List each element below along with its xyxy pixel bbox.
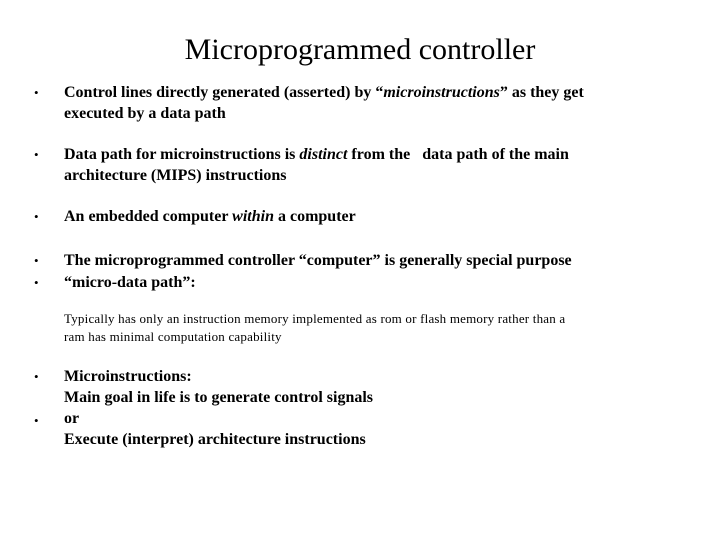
note-line: ram has minimal computation capability <box>64 329 282 344</box>
bullet-item-micro-data-path: “micro‑data path”: <box>64 274 196 291</box>
bullet-item-special-purpose: The microprogrammed controller “computer” is generally special purpose <box>64 252 572 269</box>
item-text: An embedded computer <box>64 208 233 225</box>
bullet-marker: • <box>34 147 39 162</box>
item-emphasis: microinstructions <box>383 84 500 101</box>
bullet-item-control-lines <box>64 82 684 124</box>
item-text: Execute (interpret) architecture instructions <box>64 431 366 448</box>
note-line: Typically has only an instruction memory implemented as rom or flash memory rather than a <box>64 311 566 326</box>
bullet-item-embedded-computer <box>64 206 684 227</box>
item-text: Microinstructions: <box>64 368 192 385</box>
item-emphasis: distinct <box>299 146 348 163</box>
item-text: executed by a data path <box>64 105 226 122</box>
item-text: Control lines directly generated (asserted) by “ <box>64 84 384 101</box>
bullet-marker: • <box>34 369 39 384</box>
note-paragraph <box>64 310 704 346</box>
item-text: or <box>64 410 80 427</box>
item-emphasis: within <box>232 208 274 225</box>
bullet-marker: • <box>34 413 39 428</box>
bullet-marker: • <box>34 209 39 224</box>
bullet-marker: • <box>34 85 39 100</box>
item-text: architecture (MIPS) instructions <box>64 167 287 184</box>
item-text: a computer <box>273 208 356 225</box>
item-text: ” as they get <box>499 84 584 101</box>
item-text: from the data path of the main <box>347 146 569 163</box>
item-line <box>64 84 584 101</box>
bullet-item-microinstructions <box>64 366 684 450</box>
item-line <box>64 146 569 163</box>
bullet-item-data-path <box>64 144 684 186</box>
item-text: Main goal in life is to generate control signals <box>64 389 374 406</box>
slide-title: Microprogrammed controller <box>184 33 536 66</box>
bullet-marker: • <box>34 275 39 290</box>
item-text: Data path for microinstructions is <box>64 146 300 163</box>
bullet-marker: • <box>34 253 39 268</box>
